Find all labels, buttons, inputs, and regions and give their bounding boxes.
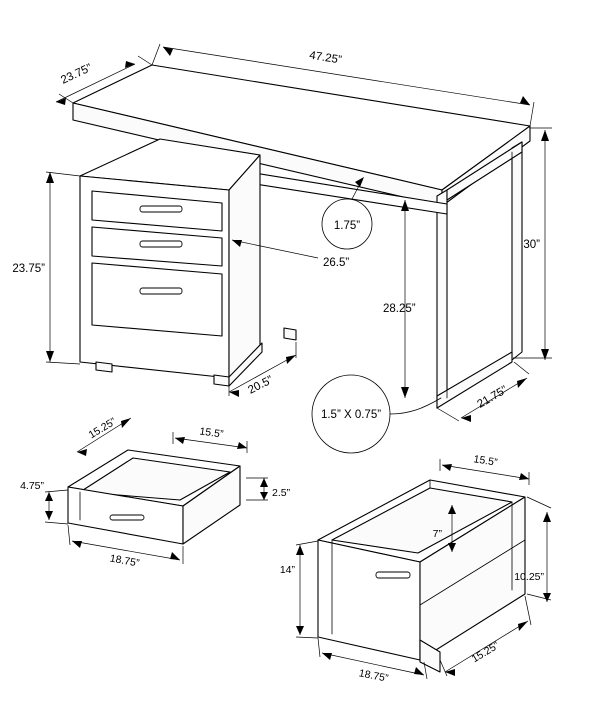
dim-shallow-inner-width	[77, 415, 131, 456]
dim-label-deep-top-width: 15.5”	[472, 453, 499, 469]
dim-label-clearance-height: 28.25”	[383, 303, 416, 315]
dim-label-height-overall: 30”	[523, 239, 540, 251]
callout-leg-profile	[312, 375, 441, 453]
dim-label-deep-length: 18.75”	[357, 667, 390, 685]
cabinet-foot-left	[96, 362, 112, 372]
cabinet-foot-rear	[284, 328, 296, 340]
dim-label-depth-top-left: 23.75”	[59, 62, 94, 87]
right-leg-rear-post	[512, 142, 522, 360]
dim-label-leg-profile: 1.5” X 0.75”	[320, 409, 382, 421]
drawer-3-handle[interactable]	[140, 288, 182, 294]
dim-label-deep-front-height: 14”	[279, 564, 295, 576]
shallow-drawer	[20, 415, 291, 569]
cabinet-foot-right	[214, 375, 229, 386]
right-leg-front-post	[437, 190, 447, 408]
dim-label-shallow-height: 4.75”	[20, 480, 44, 492]
dim-deep-front-height	[280, 541, 318, 638]
dim-label-deep-side-height: 10.25”	[514, 571, 544, 583]
shallow-drawer-handle[interactable]	[110, 515, 144, 520]
dim-label-cabinet-width: 26.5”	[323, 257, 350, 269]
dim-clearance-height	[383, 200, 416, 398]
dim-label-deep-inner-depth: 7”	[432, 528, 442, 540]
dim-shallow-outer-width	[173, 425, 247, 453]
drawer-1-handle[interactable]	[140, 206, 182, 212]
cabinet-drawer-3[interactable]	[92, 263, 222, 336]
dim-label-cabinet-depth: 20.5”	[246, 374, 276, 397]
dim-label-shallow-outer-width: 15.5”	[198, 425, 225, 441]
dim-label-cabinet-height: 23.75”	[12, 263, 45, 275]
dim-label-top-thickness: 1.75”	[333, 220, 361, 232]
dim-label-shallow-length: 18.75”	[108, 552, 141, 570]
dim-label-width-top: 47.25”	[308, 49, 343, 67]
dim-label-deep-side-width: 15.25”	[469, 639, 502, 666]
cabinet-side	[229, 155, 260, 378]
dim-label-shallow-inner-width: 15.25”	[86, 415, 119, 442]
desk-assembly	[12, 44, 552, 453]
dim-shallow-front-thickness	[246, 478, 291, 500]
dim-deep-top-width	[440, 453, 529, 485]
dim-shallow-height	[20, 480, 68, 524]
deep-drawer-handle[interactable]	[376, 572, 410, 578]
right-leg-bottom-rail	[437, 352, 512, 408]
dim-label-shallow-front-thickness: 2.5”	[272, 487, 291, 499]
dim-label-leg-depth: 21.75”	[475, 384, 510, 411]
dim-cabinet-height	[12, 172, 80, 364]
drawer-2-handle[interactable]	[140, 241, 182, 247]
deep-drawer	[280, 453, 551, 685]
